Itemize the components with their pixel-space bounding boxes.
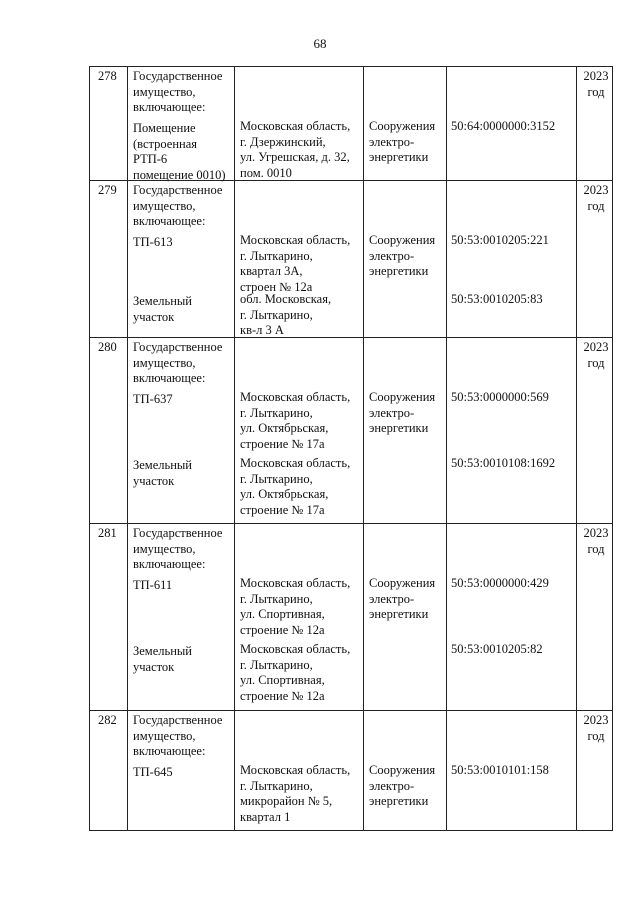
table-row — [90, 338, 613, 524]
table-row — [90, 67, 613, 181]
row-header: Государственное имущество, включающее: — [133, 713, 223, 758]
type-cell — [364, 524, 447, 711]
item-type: Сооружения электро- энергетики — [369, 233, 436, 278]
address-cell — [235, 711, 364, 831]
item-address: Московская область, г. Лыткарино, ул. Октябрьская, строение № 17а — [240, 390, 351, 451]
property-table — [89, 66, 613, 831]
cadastral-cell — [447, 181, 577, 338]
row-number: 279 — [98, 183, 117, 197]
name-cell — [128, 181, 235, 338]
name-cell — [128, 338, 235, 524]
cadastral-cell — [447, 67, 577, 181]
row-number: 280 — [98, 340, 117, 354]
item-name: ТП-637 — [133, 392, 173, 406]
item-type: Сооружения электро- энергетики — [369, 390, 436, 435]
item-cadastral: 50:53:0010205:221 — [451, 233, 549, 247]
name-cell — [128, 711, 235, 831]
cadastral-cell — [447, 524, 577, 711]
item-cadastral: 50:53:0000000:569 — [451, 390, 549, 404]
item-address: Московская область, г. Дзержинский, ул. Угрешская, д. 32, пом. 0010 — [240, 119, 351, 180]
year: 2023 год — [583, 69, 609, 99]
year: 2023 год — [583, 183, 609, 213]
row-number: 282 — [98, 713, 117, 727]
address-cell — [235, 67, 364, 181]
item-type: Сооружения электро- энергетики — [369, 119, 436, 164]
item-address: обл. Московская, г. Лыткарино, кв-л 3 А — [240, 292, 332, 337]
address-cell — [235, 338, 364, 524]
type-cell — [364, 338, 447, 524]
row-number-cell — [90, 67, 128, 181]
cadastral-cell — [447, 338, 577, 524]
table-row — [90, 181, 613, 338]
type-cell — [364, 67, 447, 181]
item-address: Московская область, г. Лыткарино, квартал 3А, строен № 12а — [240, 233, 351, 294]
name-cell — [128, 524, 235, 711]
item-type: Сооружения электро- энергетики — [369, 763, 436, 808]
name-cell — [128, 67, 235, 181]
type-cell — [364, 181, 447, 338]
year-cell — [577, 67, 613, 181]
row-header: Государственное имущество, включающее: — [133, 183, 223, 228]
row-header: Государственное имущество, включающее: — [133, 340, 223, 385]
item-name: Земельный участок — [133, 644, 192, 674]
year-cell — [577, 181, 613, 338]
item-name: ТП-611 — [133, 578, 173, 592]
item-name: ТП-645 — [133, 765, 173, 779]
item-cadastral: 50:53:0010108:1692 — [451, 456, 556, 470]
year: 2023 год — [583, 340, 609, 370]
item-address: Московская область, г. Лыткарино, ул. Спортивная, строение № 12а — [240, 642, 351, 703]
item-address: Московская область, г. Лыткарино, ул. Спортивная, строение № 12а — [240, 576, 351, 637]
type-cell — [364, 711, 447, 831]
row-number-cell — [90, 181, 128, 338]
item-cadastral: 50:53:0010205:82 — [451, 642, 543, 656]
row-number-cell — [90, 524, 128, 711]
address-cell — [235, 524, 364, 711]
item-type: Сооружения электро- энергетики — [369, 576, 436, 621]
item-address: Московская область, г. Лыткарино, микрорайон № 5, квартал 1 — [240, 763, 351, 824]
year-cell — [577, 338, 613, 524]
item-cadastral: 50:53:0010101:158 — [451, 763, 549, 777]
item-cadastral: 50:53:0000000:429 — [451, 576, 549, 590]
year-cell — [577, 524, 613, 711]
year: 2023 год — [583, 713, 609, 743]
row-number: 278 — [98, 69, 117, 83]
address-cell — [235, 181, 364, 338]
item-name: ТП-613 — [133, 235, 173, 249]
row-header: Государственное имущество, включающее: — [133, 69, 223, 114]
item-address: Московская область, г. Лыткарино, ул. Октябрьская, строение № 17а — [240, 456, 351, 517]
item-cadastral: 50:64:0000000:3152 — [451, 119, 556, 133]
page-number: 68 — [313, 36, 327, 51]
row-number-cell — [90, 711, 128, 831]
table-row — [90, 711, 613, 831]
item-name: Земельный участок — [133, 294, 192, 324]
table-row — [90, 524, 613, 711]
row-number-cell — [90, 338, 128, 524]
row-header: Государственное имущество, включающее: — [133, 526, 223, 571]
item-cadastral: 50:53:0010205:83 — [451, 292, 543, 306]
year: 2023 год — [583, 526, 609, 556]
item-name: Помещение (встроенная РТП-6 помещение 0010) — [133, 121, 226, 182]
item-name: Земельный участок — [133, 458, 192, 488]
year-cell — [577, 711, 613, 831]
row-number: 281 — [98, 526, 117, 540]
cadastral-cell — [447, 711, 577, 831]
